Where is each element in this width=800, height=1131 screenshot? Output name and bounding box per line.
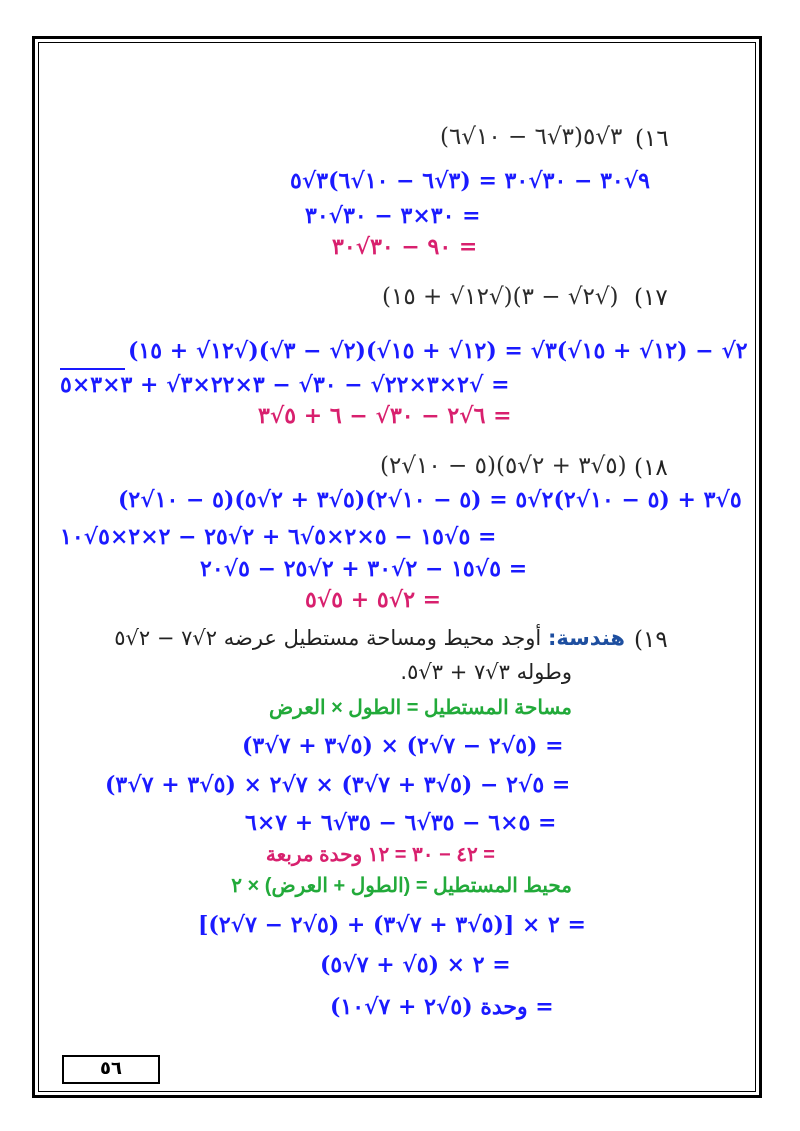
perimeter-result: وحدة (٥√٢ + ٧√١٠) =	[330, 994, 554, 1020]
area-result: = ٤٢ − ٣٠ = ١٢ وحدة مربعة	[265, 844, 495, 866]
problem-18-step-4: ٢√٥ + ٥√٥ =	[305, 587, 442, 613]
problem-18-expression: (٥ − ١٠√٢)(٥√٣ + ٢√٥)	[380, 453, 627, 479]
problem-16-step-1: ٩√٣٠ − ٣٠√٣٠ = (٣√٦ − ١٠√٦)٣√٥	[290, 168, 650, 194]
problem-17-overline	[60, 368, 125, 370]
problem-18-step-2: ٥√١٥ − ٥×٢×٥√٦ + ٢√٢٥ − ٢×٢×٥√١٠ =	[60, 524, 497, 550]
problem-19-number: (١٩	[634, 627, 668, 653]
perimeter-formula-label: محيط المستطيل = (الطول + العرض) × ٢	[231, 875, 572, 897]
problem-17-step-3: ٦√٢ − ٣٠√ − ٦ + ٥√٣ =	[258, 403, 512, 429]
problem-17-step-1: (١٢√ + ١٥√)٢√ − (١٢√ + ١٥√)٣√ = (١٢√ + ١٥√)(٢√ − ٣√)	[128, 338, 748, 364]
area-step-3: ٥×٦ − ٣٥√٦ − ٣٥√٦ + ٧×٦ =	[245, 810, 557, 836]
problem-16-expression: (٣√٦ − ١٠√٦)٣√٥	[440, 124, 623, 150]
area-formula-label: مساحة المستطيل = الطول × العرض	[269, 697, 572, 719]
page-number: ٥٦	[100, 1058, 122, 1079]
problem-16-step-3: ٩٠ − ٣٠√٣٠ =	[332, 234, 478, 260]
problem-16-step-2: ٣٠×٣ − ٣٠√٣٠ =	[305, 203, 481, 229]
problem-17-number: (١٧	[634, 285, 668, 311]
problem-16-number: (١٦	[635, 126, 669, 152]
problem-18-step-3: ٥√١٥ − ٢√٣٠ + ٢√٢٥ − ٥√٢٠ =	[200, 556, 528, 582]
perimeter-step-1: ٢ × [(٥√٣ + ٧√٣) + (٥√٢ − ٧√٢)] =	[198, 912, 586, 938]
page-number-box	[62, 1055, 160, 1084]
perimeter-step-2: ٢ × (٥√ + ٧√٥) =	[320, 952, 511, 978]
area-step-2: (٥√٣ + ٧√٣) × ٥√٢ − (٥√٣ + ٧√٣) × ٧√٢ =	[105, 772, 571, 798]
problem-17-step-2: ٢×٣×٢٢√ − ٣٠√ − ٣×٢٢×٣√ + ٣×٣×٥√ =	[60, 372, 510, 398]
problem-17-expression: (١٢√ + ١٥√)(٢√ − ٣√)	[382, 284, 619, 310]
problem-19-text-1: أوجد محيط ومساحة مستطيل عرضه ٢√٧ − ٢√٥	[114, 626, 542, 650]
area-step-1: (٥√٣ + ٧√٣) × (٥√٢ − ٧√٢) =	[242, 733, 564, 759]
problem-19-title: هندسة:	[547, 626, 625, 650]
problem-18-step-1: (٥ − ١٠√٢)٥√٣ + (٥ − ١٠√٢)٢√٥ = (٥ − ١٠√٢)(٥√٣ + ٢√٥)	[118, 487, 742, 513]
problem-19-question-line-1	[114, 626, 625, 650]
problem-19-text-2: وطوله ٣√٧ + ٣√٥.	[400, 660, 572, 684]
problem-18-number: (١٨	[634, 455, 668, 481]
